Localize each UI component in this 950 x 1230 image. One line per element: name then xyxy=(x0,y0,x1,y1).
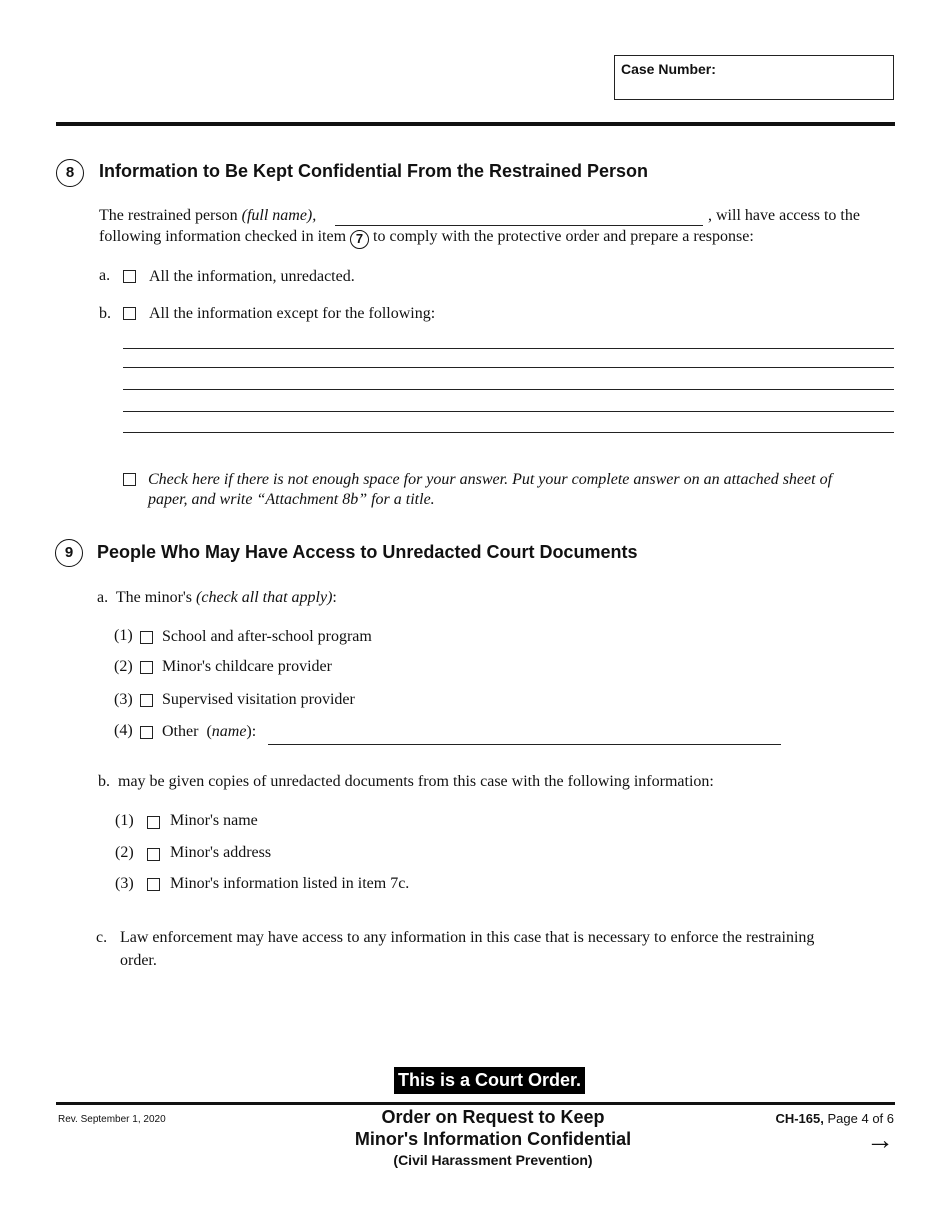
form-title-line2: Minor's Information Confidential xyxy=(354,1129,632,1149)
option-a-letter: a. xyxy=(99,267,111,284)
answer-line-2[interactable] xyxy=(123,367,894,368)
case-number-box[interactable] xyxy=(614,55,894,100)
b-item-1-label: Minor's name xyxy=(170,812,258,829)
section-8-number: 8 xyxy=(56,159,84,187)
a-item-3-label: Supervised visitation provider xyxy=(162,691,355,708)
a-item-2-checkbox[interactable] xyxy=(140,661,153,674)
attachment-text-line1: Check here if there is not enough space for your answer. Put your complete answer on an attached sheet of xyxy=(148,471,833,488)
next-page-arrow-icon[interactable]: → xyxy=(866,1124,894,1155)
b-item-2-label: Minor's address xyxy=(170,844,272,861)
a-item-2-label: Minor's childcare provider xyxy=(162,658,332,675)
restrained-person-name-field[interactable] xyxy=(335,225,703,226)
b-item-3-label: Minor's information listed in item 7c. xyxy=(170,875,410,892)
form-id: CH-165, xyxy=(775,1111,824,1126)
b-item-1-checkbox[interactable] xyxy=(147,816,160,829)
b-item-3-num: (3) xyxy=(115,875,134,892)
b-item-3-checkbox[interactable] xyxy=(147,878,160,891)
section-9a-intro: a. The minor's (check all that apply): xyxy=(97,589,337,606)
b-item-2-num: (2) xyxy=(115,844,134,861)
item-7-reference: 7 xyxy=(350,230,369,249)
page-number: Page 4 of 6 xyxy=(827,1111,894,1126)
attachment-text-line2: paper, and write “Attachment 8b” for a title. xyxy=(148,491,435,508)
a-item-2-num: (2) xyxy=(114,658,133,675)
option-a-checkbox[interactable] xyxy=(123,270,136,283)
answer-line-5[interactable] xyxy=(123,432,894,433)
section-9-title: People Who May Have Access to Unredacted Court Documents xyxy=(97,542,638,562)
section-9c-letter: c. xyxy=(96,929,108,946)
option-b-letter: b. xyxy=(99,305,111,322)
case-number-label: Case Number: xyxy=(621,61,716,77)
a-item-4-checkbox[interactable] xyxy=(140,726,153,739)
section-9c-line1: Law enforcement may have access to any information in this case that is necessary to enforce the restraining xyxy=(120,929,815,946)
top-divider xyxy=(56,122,895,126)
answer-line-1[interactable] xyxy=(123,348,894,349)
other-name-field[interactable] xyxy=(268,744,781,745)
option-b-checkbox[interactable] xyxy=(123,307,136,320)
answer-line-3[interactable] xyxy=(123,389,894,390)
section-8-title: Information to Be Kept Confidential From the Restrained Person xyxy=(99,161,649,181)
a-item-1-checkbox[interactable] xyxy=(140,631,153,644)
option-b-text: All the information except for the following: xyxy=(149,305,436,322)
revision-date: Rev. September 1, 2020 xyxy=(58,1114,166,1125)
section-9c-line2: order. xyxy=(120,952,157,969)
section-8-intro-line2: following information checked in item 7 to comply with the protective order and prepare a response: xyxy=(99,228,754,249)
attachment-checkbox[interactable] xyxy=(123,473,136,486)
a-item-3-checkbox[interactable] xyxy=(140,694,153,707)
form-title-line3: (Civil Harassment Prevention) xyxy=(393,1152,593,1168)
section-8-intro-suffix: , will have access to the xyxy=(708,207,860,224)
a-item-1-num: (1) xyxy=(114,627,133,644)
a-item-4-label: Other (name): xyxy=(162,723,257,740)
section-8-intro-line1: The restrained person (full name), xyxy=(99,207,317,224)
footer-divider xyxy=(56,1102,895,1105)
b-item-1-num: (1) xyxy=(115,812,134,829)
court-order-banner: This is a Court Order. xyxy=(394,1067,585,1094)
form-title xyxy=(293,1106,693,1170)
b-item-2-checkbox[interactable] xyxy=(147,848,160,861)
a-item-3-num: (3) xyxy=(114,691,133,708)
section-9-number: 9 xyxy=(55,539,83,567)
form-title-line1: Order on Request to Keep xyxy=(381,1107,605,1127)
section-9b-intro: b. may be given copies of unredacted documents from this case with the following information: xyxy=(98,773,714,790)
a-item-4-num: (4) xyxy=(114,722,133,739)
option-a-text: All the information, unredacted. xyxy=(149,268,355,285)
a-item-1-label: School and after-school program xyxy=(162,628,372,645)
answer-line-4[interactable] xyxy=(123,411,894,412)
